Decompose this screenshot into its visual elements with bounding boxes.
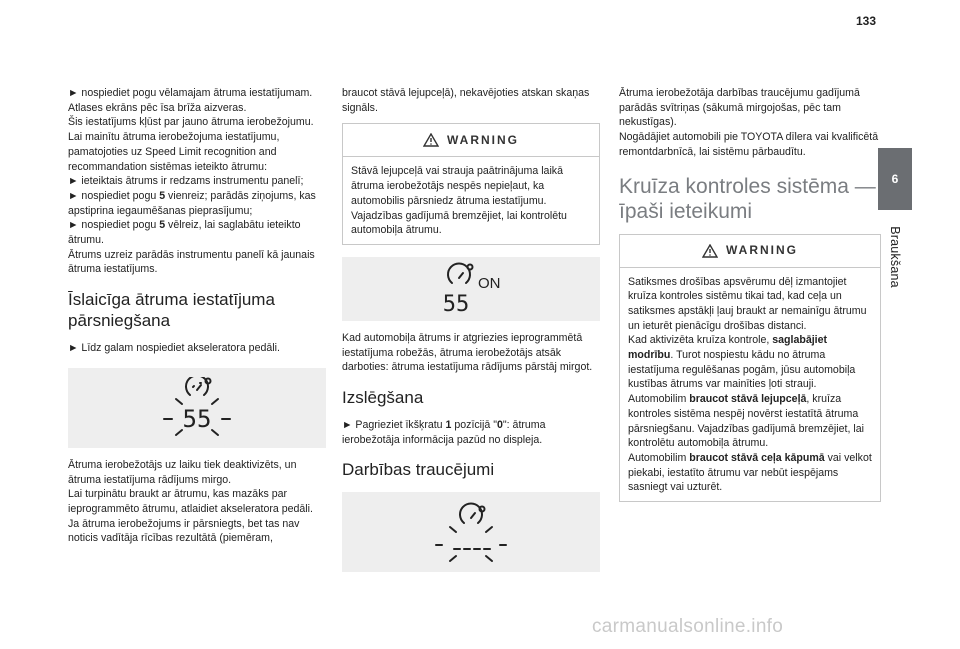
chapter-title-vertical — [878, 212, 912, 302]
paragraph: Ātruma ierobežotājs uz laiku tiek deaktivizēts, un ātruma iestatījuma rādījums mirgo. — [68, 458, 297, 486]
section-heading: Kruīza kontroles sistēma — īpaši ieteikumi — [619, 174, 876, 223]
warning-triangle-icon — [423, 133, 439, 147]
column-3 — [619, 86, 881, 510]
svg-text:55: 55 — [182, 404, 212, 433]
column-2 — [342, 86, 600, 582]
paragraph: ► nospiediet pogu 5 vēlreiz, lai saglabātu ieteikto ātrumu. — [68, 219, 301, 247]
warning-paragraph: Automobilim braucot stāvā ceļa kāpumā vai velkot piekabi, iestatīto ātrumu var nebūt iespējams sasniegt vai uzturēt. — [628, 451, 872, 494]
paragraph: Atlases ekrāns pēc īsa brīža aizveras. — [68, 101, 247, 114]
paragraph: ► nospiediet pogu vēlamajam ātruma iestatījumam. — [68, 87, 313, 99]
page-number: 133 — [855, 14, 876, 28]
warning-title: WARNING — [447, 133, 519, 148]
warning-header — [620, 235, 880, 267]
paragraph: ► ieteiktais ātrums ir redzams instrumentu panelī; — [68, 175, 304, 188]
speed-limiter-on-figure — [342, 257, 600, 321]
paragraph: Kad automobiļa ātrums ir atgriezies ieprogrammētā iestatījuma robežās, ātruma ierobežotājs atsāk darboties: ātruma iestatījuma rādījums pārstāj mirgot. — [342, 331, 593, 374]
section-heading: Darbības traucējumi — [342, 460, 495, 480]
paragraph: Ja ātruma ierobežojums ir pārsniegts, bet tas nav noticis vadītāja rīcības rezultātā (piemēram, — [68, 517, 300, 545]
paragraph: Ātrums uzreiz parādās instrumentu panelī kā jaunais ātruma iestatījums. — [68, 248, 315, 276]
warning-box — [619, 234, 881, 503]
warning-box — [342, 123, 600, 245]
warning-paragraph: Automobilim braucot stāvā lejupceļā, kruīza kontroles sistēma nespēj novērst iestatītā ātruma pārsniegšanu. Vajadzības gadījumā bremzējiet, lai kontrolētu automobiļa ātrumu. — [628, 393, 864, 450]
paragraph: ► nospiediet pogu 5 vienreiz; parādās ziņojums, kas apstiprina iegaumēšanas pieprasījumu; — [68, 189, 316, 217]
watermark: carmanualsonline.info — [592, 616, 784, 637]
paragraph: Ātruma ierobežotāja darbības traucējumu gadījumā parādās svītriņas (sākumā mirgojošas, pēc tam nekustīgas). — [619, 87, 860, 129]
warning-text: Stāvā lejupceļā vai strauja paātrinājuma laikā ātruma ierobežotājs nespēs nepieļaut, ka automobilis pārsniedz ātruma iestatījumu. Vajadzības gadījumā bremzējiet, lai kontrolētu automobiļa ātrumu. — [343, 156, 599, 244]
malfunction-figure — [342, 492, 600, 572]
warning-title: WARNING — [726, 243, 798, 258]
paragraph: Lai mainītu ātruma ierobežojuma iestatījumu, pamatojoties uz Speed Limit recognition and recommandation sistēmas ieteikto ātrumu: — [68, 131, 280, 173]
chapter-tab[interactable] — [878, 148, 912, 210]
paragraph: Šis iestatījums kļūst par jauno ātruma ierobežojumu. — [68, 116, 314, 129]
svg-text:55: 55 — [442, 291, 470, 317]
warning-text — [620, 267, 880, 502]
chapter-title: Braukšana — [888, 226, 902, 288]
speed-limit-exceeded-figure — [68, 368, 326, 448]
section-heading: Īslaicīga ātruma iestatījuma pārsniegšana — [68, 290, 275, 331]
warning-header — [343, 124, 599, 156]
svg-text:ON: ON — [478, 274, 501, 292]
paragraph: Nogādājiet automobili pie TOYOTA dīlera vai kvalificētā remontdarbnīcā, lai sistēmu pārbaudītu. — [619, 131, 879, 158]
paragraph: ► Līdz galam nospiediet akseleratora pedāli. — [68, 342, 280, 355]
speedometer-dashes-icon — [426, 501, 516, 563]
chapter-number: 6 — [891, 172, 899, 186]
paragraph: ► Pagrieziet īkšķratu 1 pozīcijā "0": ātruma ierobežotāja informācija pazūd no displeja. — [342, 419, 546, 446]
speedometer-flashing-icon — [152, 377, 242, 439]
paragraph: braucot stāvā lejupceļā), nekavējoties atskan skaņas signāls. — [342, 87, 590, 114]
warning-paragraph: Kad aktivizēta kruīza kontrole, saglabājiet modrību. Turot nospiestu kādu no ātruma iestatījuma regulēšanas pogām, jūsu automobiļa kustības ātrums var mainīties ļoti strauji. — [628, 334, 856, 391]
warning-triangle-icon — [702, 244, 718, 258]
speedometer-on-icon — [426, 261, 516, 317]
column-1 — [68, 86, 326, 546]
section-heading: Izslēgšana — [342, 388, 424, 408]
warning-paragraph: Satiksmes drošības apsvērumu dēļ izmantojiet kruīza kontroles sistēmu tikai tad, kad ceļa un satiksmes apstākļi ļauj braukt ar nemainīgu ātrumu un ieturēt pienācīgu drošības distanci. — [628, 275, 867, 332]
paragraph: Lai turpinātu braukt ar ātrumu, kas mazāks par ieprogrammēto ātrumu, atlaidiet akseleratora pedāli. — [68, 488, 313, 515]
